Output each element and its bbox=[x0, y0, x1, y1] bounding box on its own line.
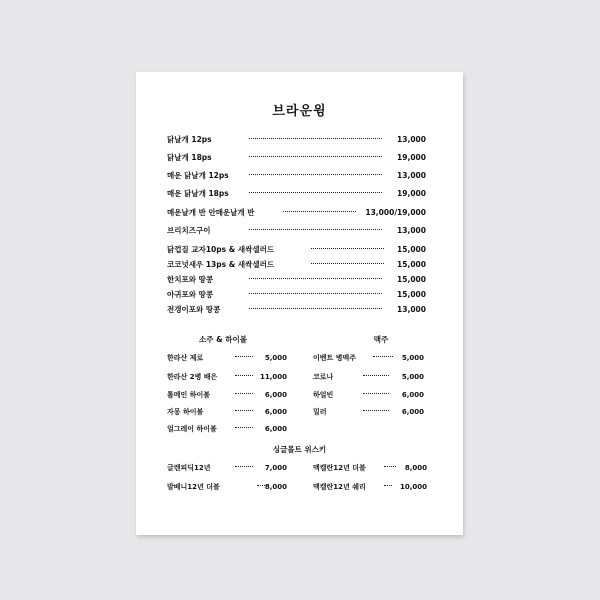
item-name: 코로나 bbox=[313, 373, 334, 381]
dot-leader bbox=[363, 410, 389, 413]
item-price: 6,000 bbox=[401, 391, 424, 399]
item-name: 밀러 bbox=[313, 408, 327, 416]
item-price: 8,000 bbox=[404, 464, 427, 472]
dot-leader bbox=[363, 393, 389, 396]
item-name: 한라산 2병 배은 bbox=[167, 373, 218, 381]
dot-leader bbox=[384, 485, 392, 488]
dot-leader bbox=[249, 156, 382, 159]
item-price: 6,000 bbox=[264, 425, 287, 433]
item-price: 13,000 bbox=[397, 171, 426, 180]
item-price: 15,000 bbox=[397, 260, 426, 269]
item-price: 13,000 bbox=[397, 135, 426, 144]
item-name: 닭껍질 교자10ps & 새싹샐러드 bbox=[167, 245, 275, 254]
dot-leader bbox=[283, 211, 356, 214]
item-price: 10,000 bbox=[399, 483, 427, 491]
dot-leader bbox=[249, 229, 382, 232]
list-item bbox=[167, 481, 287, 493]
item-price: 6,000 bbox=[264, 391, 287, 399]
item-name: 닭날개 18ps bbox=[167, 153, 212, 162]
menu-title: 브라운윙 bbox=[272, 104, 327, 119]
list-item bbox=[313, 389, 424, 401]
beer-heading: 맥주 bbox=[373, 335, 389, 344]
item-price: 13,000 bbox=[397, 305, 426, 314]
list-item bbox=[167, 289, 426, 301]
item-price: 13,000/19,000 bbox=[365, 208, 426, 217]
item-name: 톨메인 하이볼 bbox=[167, 391, 211, 399]
dot-leader bbox=[373, 356, 393, 359]
dot-leader bbox=[235, 393, 253, 396]
item-price: 13,000 bbox=[397, 226, 426, 235]
dot-leader bbox=[235, 466, 253, 469]
item-name: 한라산 제로 bbox=[167, 354, 204, 362]
item-name: 맥캘란12년 더블 bbox=[313, 464, 366, 472]
item-price: 5,000 bbox=[401, 373, 424, 381]
list-item bbox=[167, 134, 426, 146]
item-name: 맥캘란12년 쉐리 bbox=[313, 483, 366, 491]
item-price: 5,000 bbox=[401, 354, 424, 362]
menu-page bbox=[136, 72, 463, 535]
item-name: 아귀포와 땅콩 bbox=[167, 290, 214, 299]
dot-leader bbox=[249, 278, 382, 281]
item-name: 자몽 하이볼 bbox=[167, 408, 204, 416]
item-name: 한치포와 땅콩 bbox=[167, 275, 214, 284]
item-name: 하얼빈 bbox=[313, 391, 334, 399]
list-item bbox=[167, 371, 287, 383]
list-item bbox=[313, 371, 424, 383]
item-price: 19,000 bbox=[397, 153, 426, 162]
list-item bbox=[313, 352, 424, 364]
item-name: 코코넛새우 13ps & 새싹샐러드 bbox=[167, 260, 275, 269]
item-price: 15,000 bbox=[397, 245, 426, 254]
list-item bbox=[313, 481, 427, 493]
list-item bbox=[167, 259, 426, 271]
list-item bbox=[167, 170, 426, 182]
dot-leader bbox=[235, 410, 253, 413]
dot-leader bbox=[235, 427, 253, 430]
list-item bbox=[167, 462, 287, 474]
item-price: 5,000 bbox=[264, 354, 287, 362]
item-name: 글렌피딕12년 bbox=[167, 464, 211, 472]
item-price: 11,000 bbox=[259, 373, 287, 381]
dot-leader bbox=[384, 466, 396, 469]
list-item bbox=[167, 188, 426, 200]
soju-highball-heading: 소주 & 하이볼 bbox=[199, 335, 247, 344]
dot-leader bbox=[235, 375, 253, 378]
list-item bbox=[167, 225, 426, 237]
list-item bbox=[167, 244, 426, 256]
item-name: 얼그레이 하이볼 bbox=[167, 425, 217, 433]
dot-leader bbox=[249, 174, 382, 177]
item-name: 이벤트 병맥주 bbox=[313, 354, 357, 362]
list-item bbox=[167, 352, 287, 364]
list-item bbox=[167, 389, 287, 401]
single-malt-whisky-heading: 싱글몰트 위스키 bbox=[272, 445, 327, 454]
list-item bbox=[167, 152, 426, 164]
item-price: 7,000 bbox=[264, 464, 287, 472]
item-price: 6,000 bbox=[264, 408, 287, 416]
item-name: 매운날개 반 안매운날개 반 bbox=[167, 208, 255, 217]
item-price: 6,000 bbox=[401, 408, 424, 416]
dot-leader bbox=[311, 248, 384, 251]
dot-leader bbox=[249, 192, 382, 195]
item-price: 8,000 bbox=[264, 483, 287, 491]
item-name: 전갱이포와 땅콩 bbox=[167, 305, 221, 314]
item-price: 15,000 bbox=[397, 290, 426, 299]
item-name: 브리치즈구이 bbox=[167, 226, 211, 235]
dot-leader bbox=[311, 263, 384, 266]
dot-leader bbox=[249, 293, 382, 296]
dot-leader bbox=[249, 138, 382, 141]
dot-leader bbox=[363, 375, 389, 378]
item-name: 닭날개 12ps bbox=[167, 135, 212, 144]
dot-leader bbox=[249, 308, 382, 311]
item-name: 매운 닭날개 18ps bbox=[167, 189, 229, 198]
list-item bbox=[167, 207, 426, 219]
list-item bbox=[313, 462, 427, 474]
item-name: 발베니12년 더블 bbox=[167, 483, 220, 491]
list-item bbox=[167, 304, 426, 316]
item-name: 매운 닭날개 12ps bbox=[167, 171, 229, 180]
list-item bbox=[167, 423, 287, 435]
item-price: 19,000 bbox=[397, 189, 426, 198]
list-item bbox=[313, 406, 424, 418]
item-price: 15,000 bbox=[397, 275, 426, 284]
dot-leader bbox=[235, 356, 253, 359]
list-item bbox=[167, 274, 426, 286]
list-item bbox=[167, 406, 287, 418]
